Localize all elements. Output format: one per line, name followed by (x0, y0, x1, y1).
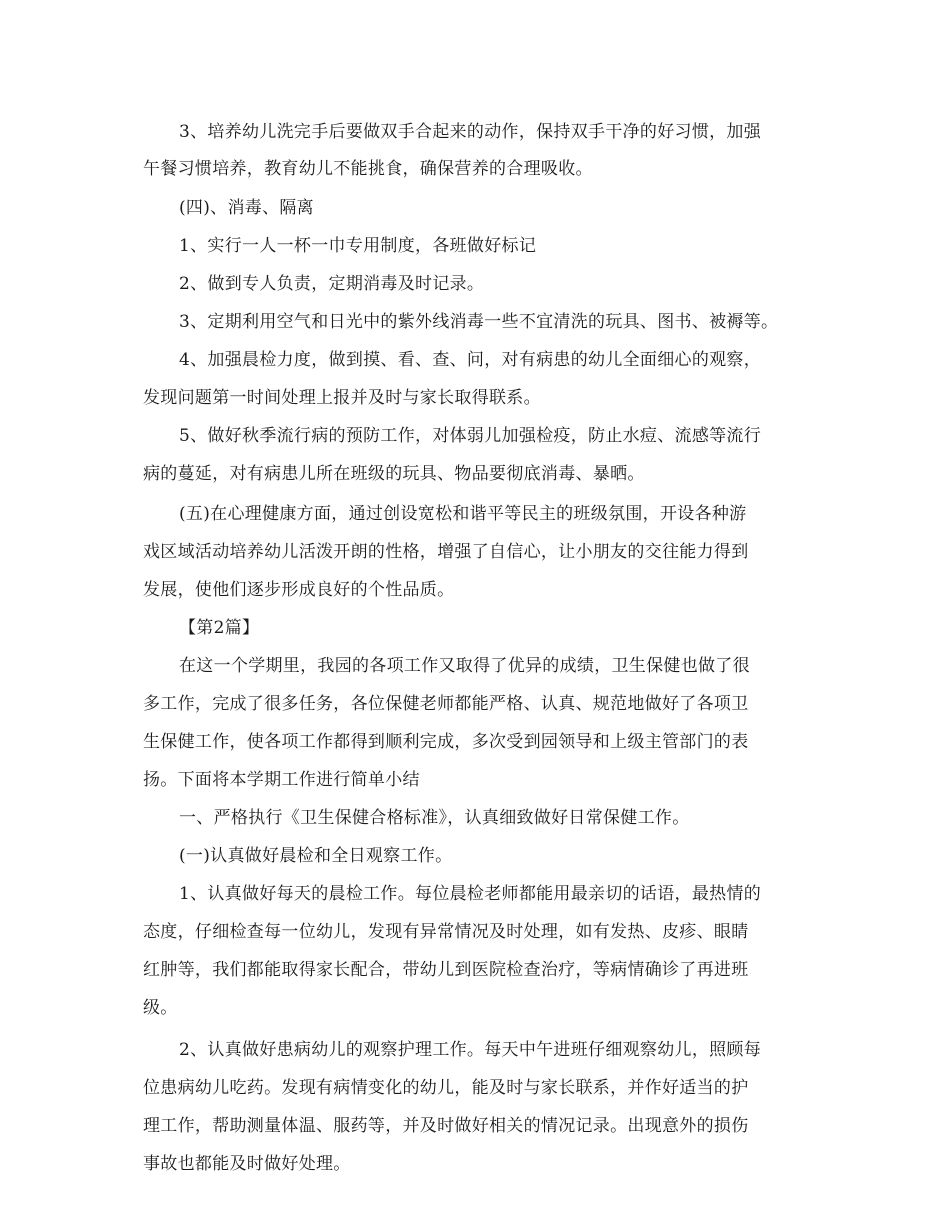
text-line: 戏区域活动培养幼儿活泼开朗的性格，增强了自信心，让小朋友的交往能力得到 (143, 542, 749, 562)
text-line: 级。 (143, 998, 178, 1018)
text-line: 生保健工作，使各项工作都得到顺利完成，多次受到园领导和上级主管部门的表 (143, 732, 749, 752)
text-line: 扬。下面将本学期工作进行简单小结 (143, 770, 420, 790)
text-line: 5、做好秋季流行病的预防工作，对体弱儿加强检疫，防止水痘、流感等流行 (179, 426, 762, 446)
text-line: 4、加强晨检力度，做到摸、看、查、问，对有病患的幼儿全面细心的观察， (179, 350, 762, 370)
text-line: 病的蔓延，对有病患儿所在班级的玩具、物品要彻底消毒、暴晒。 (143, 464, 645, 484)
text-line: 发展，使他们逐步形成良好的个性品质。 (143, 580, 455, 600)
text-line: 2、认真做好患病幼儿的观察护理工作。每天中午进班仔细观察幼儿，照顾每 (179, 1040, 762, 1060)
text-line: 一、严格执行《卫生保健合格标准》，认真细致做好日常保健工作。 (179, 808, 690, 828)
text-line: 理工作，帮助测量体温、服药等，并及时做好相关的情况记录。出现意外的损伤 (143, 1116, 749, 1136)
text-line: 事故也都能及时做好处理。 (143, 1154, 351, 1174)
text-line: 在这一个学期里，我园的各项工作又取得了优异的成绩，卫生保健也做了很 (179, 656, 750, 676)
text-line: 发现问题第一时间处理上报并及时与家长取得联系。 (143, 388, 541, 408)
text-line: 位患病幼儿吃药。发现有病情变化的幼儿，能及时与家长联系，并作好适当的护 (143, 1078, 749, 1098)
text-line: 1、实行一人一杯一巾专用制度，各班做好标记 (179, 236, 537, 256)
text-line: (五)在心理健康方面，通过创设宽松和谐平等民主的班级氛围，开设各种游 (179, 504, 747, 524)
text-line: 红肿等，我们都能取得家长配合，带幼儿到医院检查治疗，等病情确诊了再进班 (143, 960, 749, 980)
text-line: 3、定期利用空气和日光中的紫外线消毒一些不宜清洗的玩具、图书、被褥等。 (179, 312, 779, 332)
text-line: 2、做到专人负责，定期消毒及时记录。 (179, 274, 485, 294)
text-line: 多工作，完成了很多任务，各位保健老师都能严格、认真、规范地做好了各项卫 (143, 694, 749, 714)
text-line: 【第2篇】 (179, 618, 260, 638)
text-line: (四)、消毒、隔离 (179, 198, 314, 218)
text-line: 1、认真做好每天的晨检工作。每位晨检老师都能用最亲切的话语，最热情的 (179, 884, 762, 904)
text-line: 态度，仔细检查每一位幼儿，发现有异常情况及时处理，如有发热、皮疹、眼睛 (143, 922, 749, 942)
text-line: 午餐习惯培养，教育幼儿不能挑食，确保营养的合理吸收。 (143, 159, 593, 179)
text-line: 3、培养幼儿洗完手后要做双手合起来的动作，保持双手干净的好习惯，加强 (179, 122, 762, 142)
text-line: (一)认真做好晨检和全日观察工作。 (179, 846, 453, 866)
